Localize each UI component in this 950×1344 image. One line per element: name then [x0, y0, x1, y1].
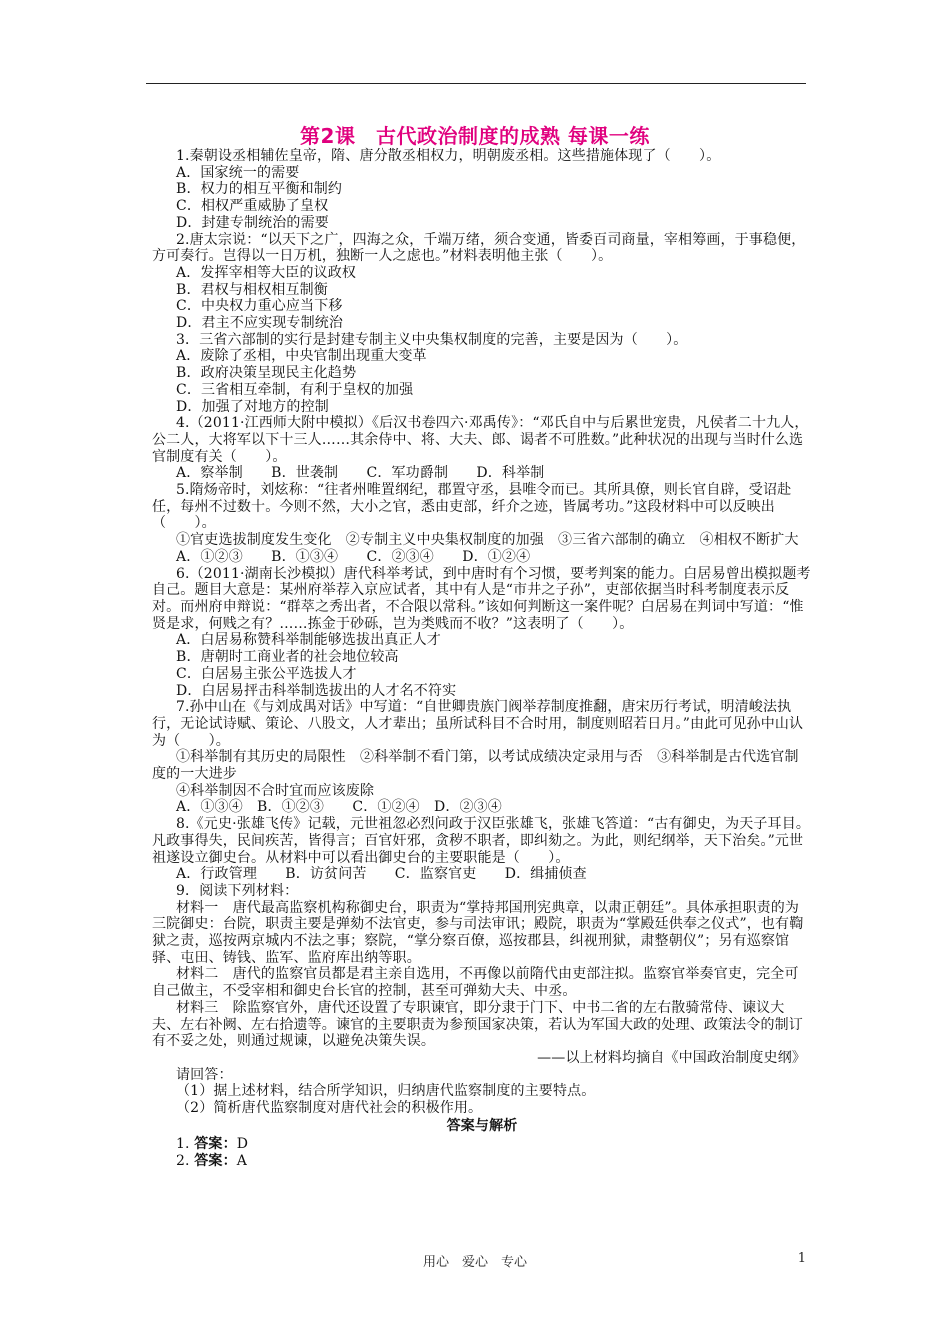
text-line: 材料二 唐代的监察官员都是君主亲自选用，不再像以前隋代由吏部注拟。监察官举奏官吏，完全可自己做主，不受宰相和御史台长官的控制，甚至可弹劾大夫、中丞。	[152, 966, 799, 1000]
text-line: A．行政管理 B．访贫问苦 C．监察官吏 D．缉捕侦查	[176, 866, 587, 883]
answer-label: 答案：	[194, 1153, 237, 1170]
text-line: 4.（2011·江西师大附中模拟）《后汉书卷四六·邓禹传》：“邓氏自中与后累世宠贵，凡侯者二十九人，公二人，大将军以下十三人……其余侍中、将、大夫、郎、谒者不可胜数。”此种状况的出现与当时什么选官制度有关（ ）。	[152, 415, 809, 465]
footer-text: 用心 爱心 专心	[422, 1255, 527, 1270]
text-line: C．相权严重威胁了皇权	[176, 198, 329, 215]
answer-line	[152, 1153, 812, 1170]
answer-line	[152, 1136, 812, 1153]
text-line: （2）简析唐代监察制度对唐代社会的积极作用。	[176, 1100, 483, 1117]
text-line: 1.秦朝设丞相辅佐皇帝，隋、唐分散丞相权力，明朝废丞相。这些措施体现了（ ）。	[176, 148, 721, 164]
text-line: B．君权与相权相互制衡	[176, 281, 328, 298]
answers-list	[152, 1136, 812, 1169]
answer-value: A	[236, 1153, 247, 1170]
text-line: 9．阅读下列材料：	[176, 882, 299, 899]
text-line: 请回答：	[176, 1066, 233, 1083]
question-lines	[152, 148, 812, 1117]
text-line: B．唐朝时工商业者的社会地位较高	[176, 649, 399, 666]
page-number: 1	[797, 1251, 806, 1266]
page-footer	[0, 1251, 950, 1271]
text-line: D．君主不应实现专制统治	[176, 315, 344, 332]
text-line: 3．三省六部制的实行是封建专制主义中央集权制度的完善，主要是因为（ ）。	[176, 331, 688, 348]
text-line: 5.隋炀帝时，刘炫称：“往者州唯置纲纪，郡置守丞，县唯令而已。其所具僚，则长官自辟，受诏赴任，每州不过数十。今则不然，大小之官，悉由吏部，纤介之迹，皆属考功。”这段材料中可以反映出（ ）。	[152, 482, 792, 532]
text-line: A．发挥宰相等大臣的议政权	[176, 264, 357, 281]
text-line: B．政府决策呈现民主化趋势	[176, 365, 357, 382]
text-line: 材料一 唐代最高监察机构称御史台，职责为“掌持邦国刑宪典章，以肃正朝廷”。具体承担职责的为三院御史：台院，职责主要是弹劾不法官吏，参与司法审讯；殿院，职责为“掌殿廷供奉之仪式”，也有鞫狱之责，巡按两京城内不法之事；察院，“掌分察百僚，巡按郡县，纠视刑狱，肃整朝仪”；另有巡察馆驿、屯田、铸钱、监军、监府库出纳等职。	[152, 899, 804, 966]
text-line: B．权力的相互平衡和制约	[176, 181, 343, 198]
text-line: 8.《元史·张雄飞传》记载，元世祖忽必烈问政于汉臣张雄飞，张雄飞答道：“古有御史，为天子耳目。凡政事得失，民间疾苦，皆得言；百官奸邪，贪秽不职者，即纠劾之。为此，则纪纲举，天下治矣。”元世祖遂设立御史台。从材料中可以看出御史台的主要职能是（ ）。	[152, 816, 811, 866]
text-line: 6.（2011·湖南长沙模拟）唐代科举考试，到中唐时有个习惯，要考判案的能力。白居易曾出模拟题考自己。题目大意是：某州府举荐入京应试者，其中有人是“市井之子孙”，吏部依据当时科考制度表示反对。而州府申辩说：“群萃之秀出者，不合限以常科。”该如何判断这一案件呢？白居易在判词中写道：“惟贤是求，何贱之有？……拣金于砂砾，岂为类贱而不收？”这表明了（ ）。	[152, 565, 811, 632]
text-line: （1）据上述材料，结合所学知识，归纳唐代监察制度的主要特点。	[176, 1083, 596, 1100]
text-line: A．①②③ B．①③④ C．②③④ D．①②④	[176, 548, 531, 565]
answers-heading: 答案与解析	[446, 1117, 518, 1134]
text-line: D．封建专制统治的需要	[176, 214, 329, 231]
text-line: C．白居易主张公平选拔人才	[176, 665, 357, 682]
text-line: A．废除了丞相，中央官制出现重大变革	[176, 348, 427, 365]
text-line: C．中央权力重心应当下移	[176, 298, 343, 315]
document-body	[152, 148, 812, 1170]
answer-number: 2.	[176, 1153, 190, 1170]
text-line: C．三省相互牵制，有利于皇权的加强	[176, 381, 414, 398]
answer-number: 1.	[176, 1136, 190, 1153]
text-line: A．国家统一的需要	[176, 164, 300, 181]
text-line: 2.唐太宗说：“以天下之广，四海之众，千端万绪，须合变通，皆委百司商量，宰相筹画，于事稳便，方可奏行。岂得以一日万机，独断一人之虑也。”材料表明他主张（ ）。	[152, 231, 806, 265]
text-line: D．白居易抨击科举制选拔出的人才名不符实	[176, 682, 457, 699]
text-line: ①官吏选拔制度发生变化 ②专制主义中央集权制度的加强 ③三省六部制的确立 ④相权不断扩大	[176, 532, 799, 549]
answer-value: D	[236, 1136, 249, 1153]
text-line: 材料三 除监察官外，唐代还设置了专职谏官，即分隶于门下、中书二省的左右散骑常侍、谏议大夫、左右补阙、左右拾遗等。谏官的主要职责为参预国家决策，若认为军国大政的处理、政策法令的制订有不妥之处，则通过规谏，以避免决策失误。	[152, 999, 803, 1050]
text-line: D．加强了对地方的控制	[176, 398, 329, 415]
text-line: ④科举制因不合时宜而应该废除	[176, 782, 375, 799]
page-title: 第2课 古代政治制度的成熟 每课一练	[300, 124, 650, 148]
text-line: 7.孙中山在《与刘成禺对话》中写道：“自世卿贵族门阀举荐制度推翻，唐宋历行考试，明清峻法执行，无论试诗赋、策论、八股文，人才辈出；虽所试科目不合时用，制度则昭若日月。”由此可见孙中山认为（ ）。	[152, 699, 804, 749]
text-line: A．察举制 B．世袭制 C．军功爵制 D．科举制	[176, 465, 545, 482]
text-line: A．①③④ B．①②③ C．①②④ D．②③④	[176, 799, 502, 816]
text-line: ——以上材料均摘自《中国政治制度史纲》	[537, 1049, 806, 1066]
header-rule	[146, 83, 806, 84]
text-line: A．白居易称赞科举制能够选拔出真正人才	[176, 632, 441, 649]
text-line: ①科举制有其历史的局限性 ②科举制不看门第，以考试成绩决定录用与否 ③科举制是古代选官制度的一大进步	[152, 749, 799, 783]
answer-label: 答案：	[194, 1136, 237, 1153]
